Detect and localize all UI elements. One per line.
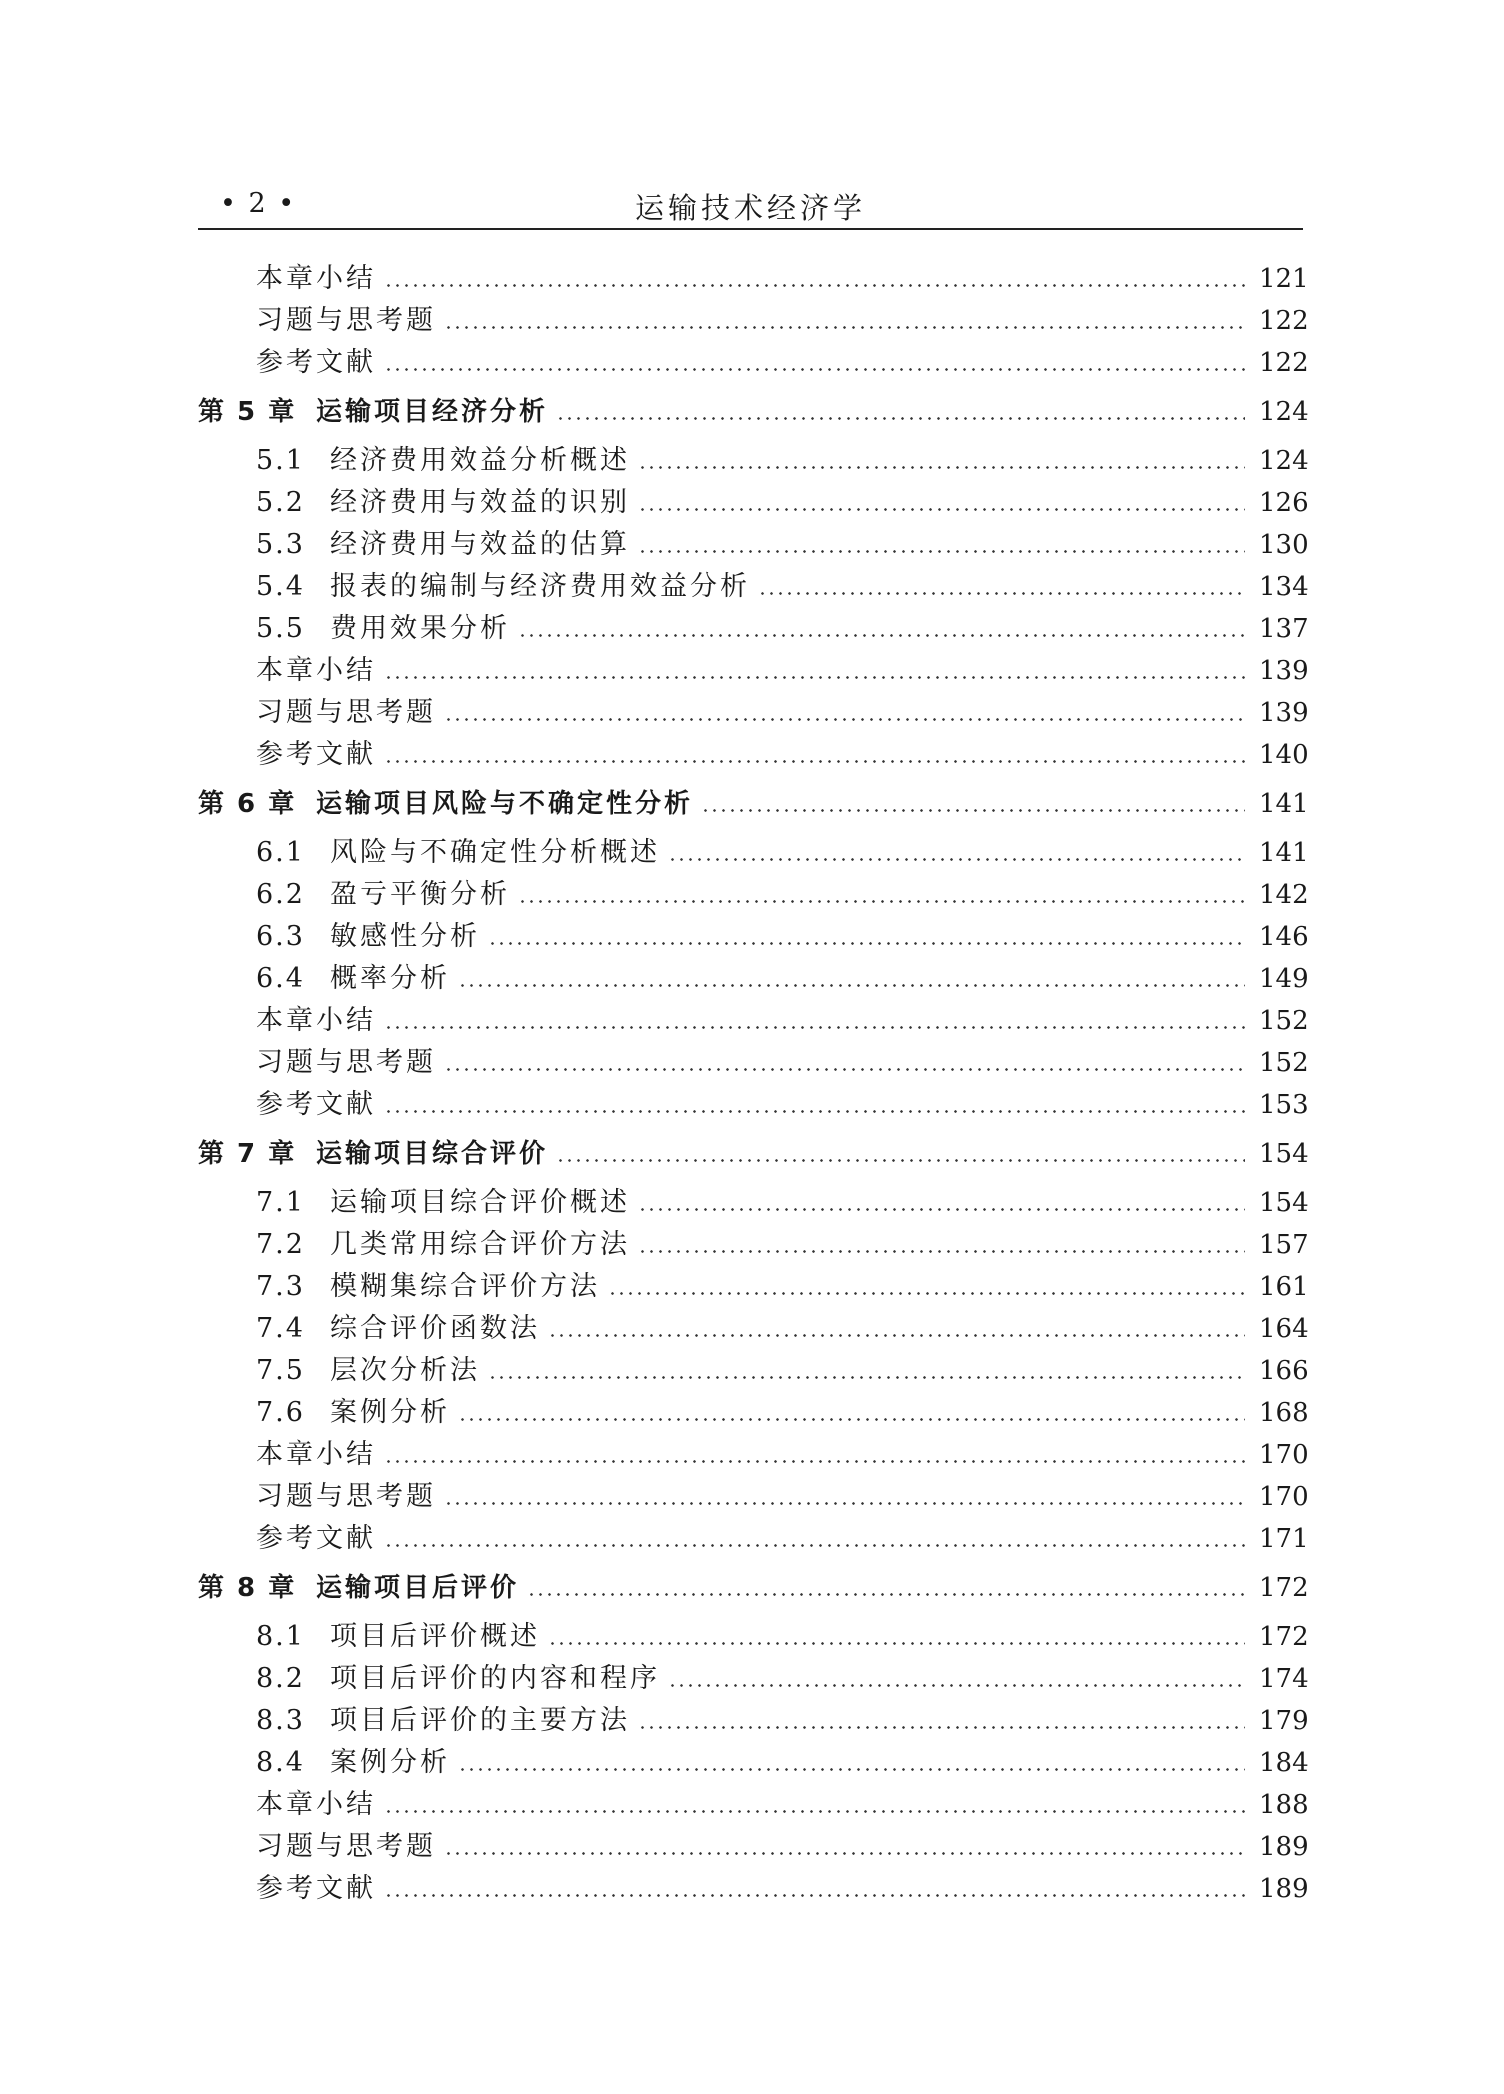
- dot-leader: [638, 508, 1245, 511]
- toc-entry-row: [256, 998, 1309, 1038]
- toc-entry-number: 7.4: [256, 1313, 305, 1344]
- toc-entry-number: 6.3: [256, 921, 305, 952]
- dot-leader: [668, 1684, 1245, 1687]
- dot-leader: [384, 676, 1245, 679]
- toc-chapter-row: [198, 781, 1309, 821]
- toc-entry-title: 运输项目风险与不确定性分析: [316, 789, 694, 819]
- toc-entry-title: 经济费用与效益的估算: [330, 529, 630, 560]
- toc-entry-title: 运输项目综合评价概述: [330, 1187, 630, 1218]
- toc-entry-row: [256, 1824, 1309, 1864]
- toc-page-number: 188: [1259, 1790, 1309, 1820]
- toc-entry-title: 概率分析: [330, 963, 450, 994]
- toc-entry-title: 本章小结: [256, 1005, 376, 1036]
- toc-entry-number: 第 7 章: [198, 1139, 297, 1169]
- toc-entry-title: 风险与不确定性分析概述: [330, 837, 660, 868]
- toc-page-number: 137: [1259, 614, 1309, 644]
- toc-entry-row: [256, 480, 1309, 520]
- toc-entry-number: 第 6 章: [198, 789, 297, 819]
- toc-entry-number: 5.4: [256, 571, 305, 602]
- toc-entry-title: 项目后评价概述: [330, 1621, 540, 1652]
- toc-entry-title: 习题与思考题: [256, 305, 436, 336]
- toc-page-number: 141: [1259, 789, 1309, 819]
- toc-entry-row: [256, 564, 1309, 604]
- toc-entry-title: 费用效果分析: [330, 613, 510, 644]
- toc-chapter-row: [198, 1565, 1309, 1605]
- toc-entry-number: 7.6: [256, 1397, 305, 1428]
- toc-page-number: 168: [1259, 1398, 1309, 1428]
- toc-entry-row: [256, 1180, 1309, 1220]
- dot-leader: [384, 1894, 1245, 1897]
- dot-leader: [444, 718, 1245, 721]
- toc-entry-number: 第 8 章: [198, 1573, 297, 1603]
- toc-chapter-row: [198, 1131, 1309, 1171]
- toc-page-number: 122: [1259, 348, 1309, 378]
- toc-entry-title: 参考文献: [256, 1523, 376, 1554]
- toc-page-number: 149: [1259, 964, 1309, 994]
- toc-entry-row: [256, 872, 1309, 912]
- dot-leader: [638, 1208, 1245, 1211]
- toc-entry-row: [256, 522, 1309, 562]
- dot-leader: [758, 592, 1245, 595]
- dot-leader: [488, 942, 1245, 945]
- toc-entry-title: 参考文献: [256, 1089, 376, 1120]
- dot-leader: [608, 1292, 1245, 1295]
- toc-entry-title: 习题与思考题: [256, 1047, 436, 1078]
- toc-entry-title: 运输项目后评价: [316, 1573, 520, 1603]
- toc-page-number: 154: [1259, 1188, 1309, 1218]
- toc-entry-row: [256, 1082, 1309, 1122]
- toc-page-number: 184: [1259, 1748, 1309, 1778]
- dot-leader: [384, 1544, 1245, 1547]
- dot-leader: [527, 1593, 1245, 1596]
- toc-page-number: 170: [1259, 1482, 1309, 1512]
- toc-entry-number: 8.1: [256, 1621, 305, 1652]
- toc-entry-title: 几类常用综合评价方法: [330, 1229, 630, 1260]
- dot-leader: [638, 1726, 1245, 1729]
- dot-leader: [458, 1768, 1245, 1771]
- toc-entry-row: [256, 830, 1309, 870]
- dot-leader: [444, 1502, 1245, 1505]
- toc-page-number: 154: [1259, 1139, 1309, 1169]
- toc-entry-title: 盈亏平衡分析: [330, 879, 510, 910]
- dot-leader: [668, 858, 1245, 861]
- toc-page-number: 172: [1259, 1622, 1309, 1652]
- dot-leader: [638, 466, 1245, 469]
- toc-entry-title: 敏感性分析: [330, 921, 480, 952]
- dot-leader: [556, 417, 1245, 420]
- dot-leader: [518, 634, 1245, 637]
- dot-leader: [444, 1852, 1245, 1855]
- toc-entry-number: 5.3: [256, 529, 305, 560]
- toc-entry-title: 综合评价函数法: [330, 1313, 540, 1344]
- toc-entry-title: 经济费用效益分析概述: [330, 445, 630, 476]
- toc-entry-row: [256, 1614, 1309, 1654]
- toc-page-number: 164: [1259, 1314, 1309, 1344]
- toc-entry-title: 本章小结: [256, 263, 376, 294]
- toc-entry-row: [256, 956, 1309, 996]
- dot-leader: [384, 760, 1245, 763]
- toc-entry-number: 7.5: [256, 1355, 305, 1386]
- toc-page-number: 130: [1259, 530, 1309, 560]
- toc-page-number: 146: [1259, 922, 1309, 952]
- toc-page-number: 157: [1259, 1230, 1309, 1260]
- toc-entry-row: [256, 1782, 1309, 1822]
- toc-entry-row: [256, 1656, 1309, 1696]
- toc-page-number: 139: [1259, 698, 1309, 728]
- toc-entry-title: 经济费用与效益的识别: [330, 487, 630, 518]
- toc-page-number: 179: [1259, 1706, 1309, 1736]
- toc-entry-number: 5.5: [256, 613, 305, 644]
- toc-page-number: 152: [1259, 1006, 1309, 1036]
- toc-page-number: 172: [1259, 1573, 1309, 1603]
- page-number: • 2 •: [220, 188, 297, 219]
- toc-entry-title: 习题与思考题: [256, 697, 436, 728]
- dot-leader: [384, 1110, 1245, 1113]
- toc-entry-title: 运输项目经济分析: [316, 397, 549, 427]
- toc-entry-row: [256, 914, 1309, 954]
- dot-leader: [701, 809, 1245, 812]
- toc-entry-number: 6.1: [256, 837, 305, 868]
- toc-entry-title: 层次分析法: [330, 1355, 480, 1386]
- toc-entry-title: 参考文献: [256, 347, 376, 378]
- toc-page-number: 153: [1259, 1090, 1309, 1120]
- toc-entry-number: 8.4: [256, 1747, 305, 1778]
- dot-leader: [444, 1068, 1245, 1071]
- toc-entry-title: 习题与思考题: [256, 1831, 436, 1862]
- toc-entry-row: [256, 1740, 1309, 1780]
- toc-entry-title: 本章小结: [256, 655, 376, 686]
- toc-page-number: 161: [1259, 1272, 1309, 1302]
- toc-page-number: 141: [1259, 838, 1309, 868]
- toc-entry-row: [256, 1866, 1309, 1906]
- dot-leader: [384, 1460, 1245, 1463]
- dot-leader: [458, 984, 1245, 987]
- toc-page-number: 142: [1259, 880, 1309, 910]
- toc-page-number: 124: [1259, 446, 1309, 476]
- toc-entry-title: 项目后评价的内容和程序: [330, 1663, 660, 1694]
- dot-leader: [384, 1026, 1245, 1029]
- toc-entry-title: 报表的编制与经济费用效益分析: [330, 571, 750, 602]
- running-title: 运输技术经济学: [634, 191, 866, 225]
- toc-page-number: 140: [1259, 740, 1309, 770]
- toc-page-number: 166: [1259, 1356, 1309, 1386]
- toc-page-number: 139: [1259, 656, 1309, 686]
- toc-entry-title: 本章小结: [256, 1789, 376, 1820]
- toc-entry-row: [256, 648, 1309, 688]
- toc-entry-title: 习题与思考题: [256, 1481, 436, 1512]
- toc-entry-row: [256, 256, 1309, 296]
- dot-leader: [384, 1810, 1245, 1813]
- dot-leader: [384, 368, 1245, 371]
- toc-entry-row: [256, 1432, 1309, 1472]
- toc-entry-row: [256, 690, 1309, 730]
- toc-page-number: 122: [1259, 306, 1309, 336]
- toc-entry-number: 第 5 章: [198, 397, 297, 427]
- toc-page-number: 171: [1259, 1524, 1309, 1554]
- toc-entry-row: [256, 1264, 1309, 1304]
- toc-entry-row: [256, 298, 1309, 338]
- dot-leader: [458, 1418, 1245, 1421]
- toc-entry-row: [256, 1698, 1309, 1738]
- toc-page-number: 152: [1259, 1048, 1309, 1078]
- toc-entry-number: 5.2: [256, 487, 305, 518]
- toc-entry-row: [256, 1222, 1309, 1262]
- toc-entry-number: 8.2: [256, 1663, 305, 1694]
- dot-leader: [548, 1334, 1245, 1337]
- dot-leader: [638, 550, 1245, 553]
- toc-entry-row: [256, 1516, 1309, 1556]
- toc-entry-number: 8.3: [256, 1705, 305, 1736]
- toc-entry-title: 案例分析: [330, 1397, 450, 1428]
- dot-leader: [444, 326, 1245, 329]
- toc-entry-row: [256, 1040, 1309, 1080]
- toc-entry-row: [256, 1348, 1309, 1388]
- dot-leader: [518, 900, 1245, 903]
- toc-page-number: 189: [1259, 1874, 1309, 1904]
- toc-page-number: 126: [1259, 488, 1309, 518]
- dot-leader: [638, 1250, 1245, 1253]
- toc-entry-title: 案例分析: [330, 1747, 450, 1778]
- toc-entry-title: 参考文献: [256, 1873, 376, 1904]
- toc-page-number: 124: [1259, 397, 1309, 427]
- toc-entry-row: [256, 340, 1309, 380]
- toc-entry-number: 7.1: [256, 1187, 305, 1218]
- toc-entry-title: 参考文献: [256, 739, 376, 770]
- toc-page-number: 121: [1259, 264, 1309, 294]
- dot-leader: [556, 1159, 1245, 1162]
- toc-entry-row: [256, 1306, 1309, 1346]
- toc-entry-title: 运输项目综合评价: [316, 1139, 549, 1169]
- toc-entry-title: 模糊集综合评价方法: [330, 1271, 600, 1302]
- toc-entry-number: 7.2: [256, 1229, 305, 1260]
- toc-entry-row: [256, 438, 1309, 478]
- toc-entry-number: 5.1: [256, 445, 305, 476]
- toc-page-number: 174: [1259, 1664, 1309, 1694]
- toc-page-number: 189: [1259, 1832, 1309, 1862]
- toc-entry-row: [256, 1390, 1309, 1430]
- dot-leader: [488, 1376, 1245, 1379]
- dot-leader: [384, 284, 1245, 287]
- toc-entry-number: 6.2: [256, 879, 305, 910]
- toc-entry-number: 6.4: [256, 963, 305, 994]
- toc-entry-number: 7.3: [256, 1271, 305, 1302]
- toc-page-number: 134: [1259, 572, 1309, 602]
- toc-entry-title: 项目后评价的主要方法: [330, 1705, 630, 1736]
- toc-chapter-row: [198, 389, 1309, 429]
- toc-entry-row: [256, 606, 1309, 646]
- dot-leader: [548, 1642, 1245, 1645]
- toc-page-number: 170: [1259, 1440, 1309, 1470]
- toc-entry-title: 本章小结: [256, 1439, 376, 1470]
- toc-entry-row: [256, 1474, 1309, 1514]
- toc-entry-row: [256, 732, 1309, 772]
